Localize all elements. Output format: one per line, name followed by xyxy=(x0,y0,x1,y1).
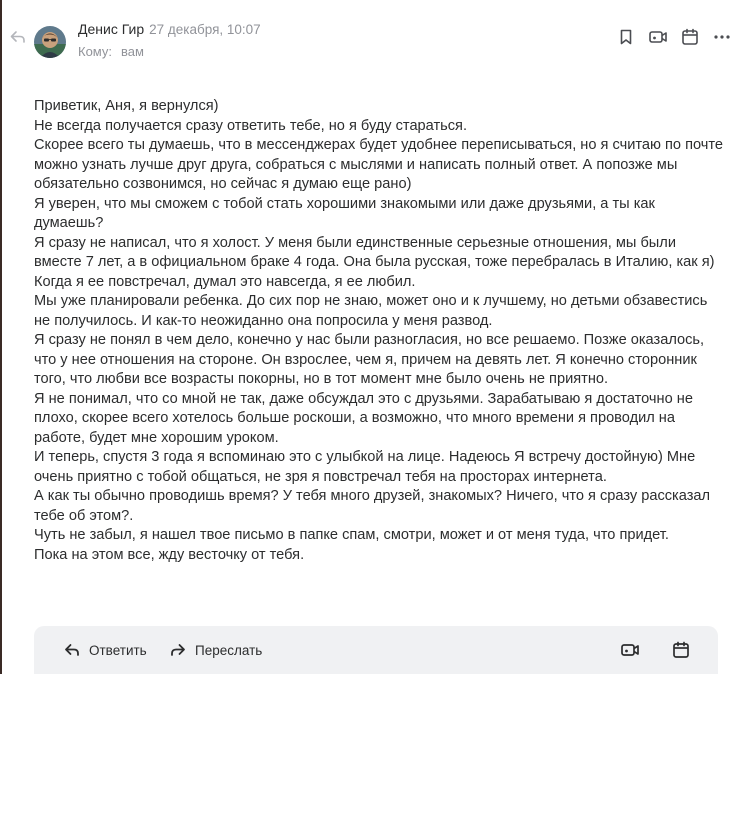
message-paragraph: И теперь, спустя 3 года я вспоминаю это с улыбкой на лице. Надеюсь Я встречу достойную) Мне очень приятно с тобой общаться, не зря я повстречал тебя на просторах интернета. xyxy=(34,449,696,485)
calendar-icon[interactable] xyxy=(671,640,691,660)
message-body xyxy=(34,97,724,565)
video-call-icon[interactable] xyxy=(648,27,668,47)
message-paragraph: А как ты обычно проводишь время? У тебя много друзей, знакомых? Ничего, что я сразу рассказал тебе об этом?. xyxy=(34,488,711,524)
message-paragraph: Я не понимал, что со мной не так, даже обсуждал это с друзьями. Зарабатываю я достаточно не плохо, скорее всего хотелось больше роскоши, а возможно, что много времени я проводил на работе, будет мне хорошим уроком. xyxy=(34,390,693,446)
message-paragraph: Я уверен, что мы сможем с тобой стать хорошими знакомыми или даже друзьями, а ты как думаешь? xyxy=(34,195,655,231)
to-label: Кому: xyxy=(78,44,112,59)
to-value: вам xyxy=(121,44,144,59)
message-paragraph: Скорее всего ты думаешь, что в мессенджерах будет удобнее переписываться, но я считаю по почте можно узнать лучше друг друга, собраться с мыслями и написать полный ответ. А попозже мы обязательно созвонимся, но сейчас я думаю еще рано) xyxy=(34,137,724,192)
forward-icon xyxy=(170,642,186,658)
video-call-icon[interactable] xyxy=(620,640,640,660)
sender-name[interactable]: Денис Гир xyxy=(78,21,145,37)
calendar-icon[interactable] xyxy=(680,27,700,47)
message-paragraph: Я сразу не написал, что я холост. У меня были единственные серьезные отношения, мы были вместе 7 лет, а в официальном браке 4 года. Она была русская, тоже перебралась в Италию, как я) xyxy=(34,234,715,270)
message-paragraph: Не всегда получается сразу ответить тебе, но я буду стараться. xyxy=(34,117,468,134)
left-border xyxy=(0,0,2,674)
reply-label: Ответить xyxy=(89,642,147,658)
message-paragraph: Мы уже планировали ребенка. До сих пор не знаю, может оно и к лучшему, но детьми обзавестись не получилось. И как-то неожиданно она попросила у меня развод. xyxy=(34,293,708,329)
message-paragraph: Пока на этом все, жду весточку от тебя. xyxy=(34,546,305,563)
message-date: 27 декабря, 10:07 xyxy=(149,22,261,37)
message-paragraph: Чуть не забыл, я нашел твое письмо в папке спам, смотри, может и от меня туда, что придет. xyxy=(34,527,669,543)
action-bar xyxy=(34,626,718,674)
message-paragraph: Когда я ее повстречал, думал это навсегда, я ее любил. xyxy=(34,273,416,290)
message-paragraph: Я сразу не понял в чем дело, конечно у нас были разногласия, но все решаемо. Позже оказалось, что у нее отношения на стороне. Он взрослее, чем я, причем на девять лет. Я конечно сторонник того, что любви все возрасты покорны, но в тот момент мне было очень не приятно. xyxy=(34,332,705,387)
message-paragraph: Приветик, Аня, я вернулся) xyxy=(34,98,219,114)
forward-label: Переслать xyxy=(195,642,263,658)
bookmark-icon[interactable] xyxy=(616,27,636,47)
message-toolbar xyxy=(0,27,749,47)
forward-button[interactable] xyxy=(170,639,262,661)
more-icon[interactable] xyxy=(712,27,732,47)
reply-icon xyxy=(64,642,80,658)
reply-button[interactable] xyxy=(64,639,147,661)
